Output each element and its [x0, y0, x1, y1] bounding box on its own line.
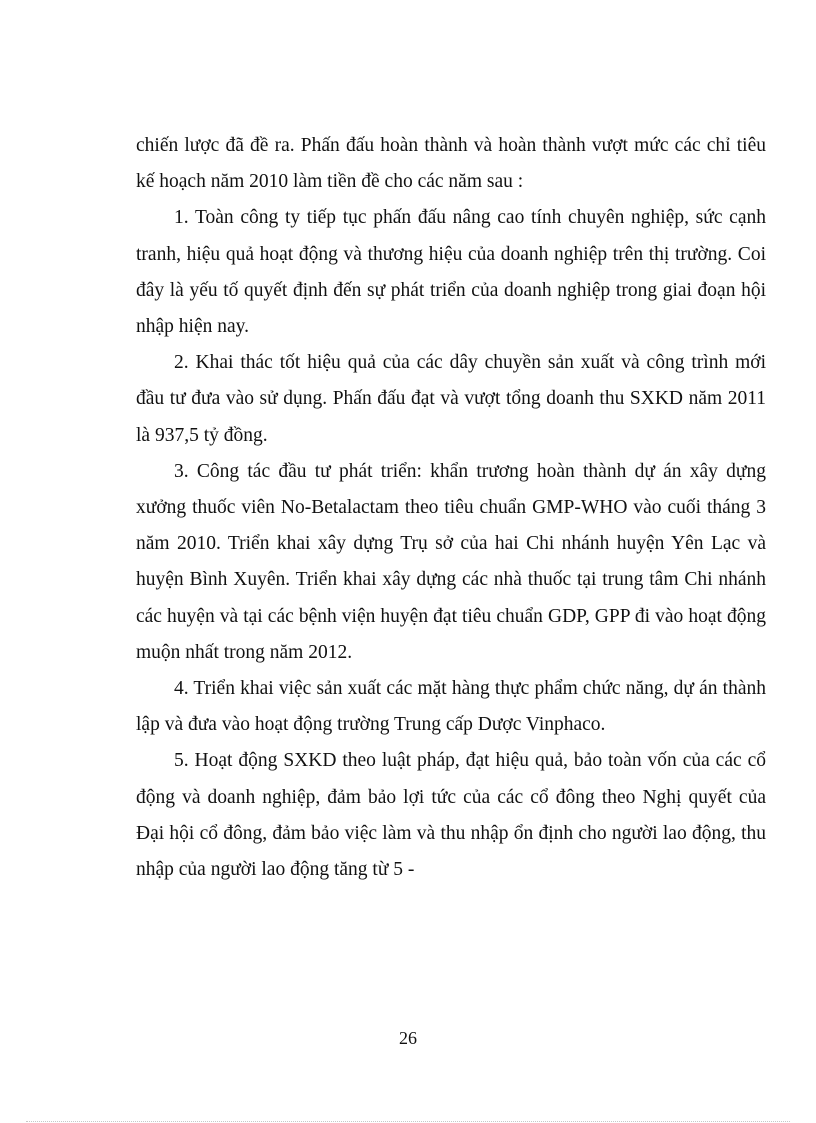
paragraph-intro: chiến lược đã đề ra. Phấn đấu hoàn thành và hoàn thành vượt mức các chỉ tiêu kế hoạch năm 2010 làm tiền đề cho các năm sau :: [136, 135, 766, 193]
paragraph-item-3: 3. Công tác đầu tư phát triển: khẩn trương hoàn thành dự án xây dựng xưởng thuốc viên No-Betalactam theo tiêu chuẩn GMP-WHO vào cuối tháng 3 năm 2010. Triển khai xây dựng Trụ sở của hai Chi nhánh huyện Yên Lạc và huyện Bình Xuyên. Triển khai xây dựng các nhà thuốc tại trung tâm Chi nhánh các huyện và tại các bệnh viện huyện đạt tiêu chuẩn GDP, GPP đi vào hoạt động muộn nhất trong năm 2012.: [136, 460, 766, 663]
paragraph-item-1: 1. Toàn công ty tiếp tục phấn đấu nâng cao tính chuyên nghiệp, sức cạnh tranh, hiệu quả hoạt động và thương hiệu của doanh nghiệp trên thị trường. Coi đây là yếu tố quyết định đến sự phát triển của doanh nghiệp trong giai đoạn hội nhập hiện nay.: [136, 207, 766, 338]
page-bottom-divider: [26, 1121, 790, 1122]
paragraph-item-4: 4. Triển khai việc sản xuất các mặt hàng thực phẩm chức năng, dự án thành lập và đưa vào hoạt động trường Trung cấp Dược Vinphaco.: [136, 678, 766, 736]
paragraph-item-5: 5. Hoạt động SXKD theo luật pháp, đạt hiệu quả, bảo toàn vốn của các cổ động và doanh nghiệp, đảm bảo lợi tức của các cổ đông theo Nghị quyết của Đại hội cổ đông, đảm bảo việc làm và thu nhập ổn định cho người lao động, thu nhập của người lao động tăng từ 5 -: [136, 750, 766, 881]
page-number: 26: [399, 1028, 417, 1048]
paragraph-item-2: 2. Khai thác tốt hiệu quả của các dây chuyền sản xuất và công trình mới đầu tư đưa vào sử dụng. Phấn đấu đạt và vượt tổng doanh thu SXKD năm 2011 là 937,5 tỷ đồng.: [136, 352, 766, 446]
body-text: [136, 128, 766, 888]
